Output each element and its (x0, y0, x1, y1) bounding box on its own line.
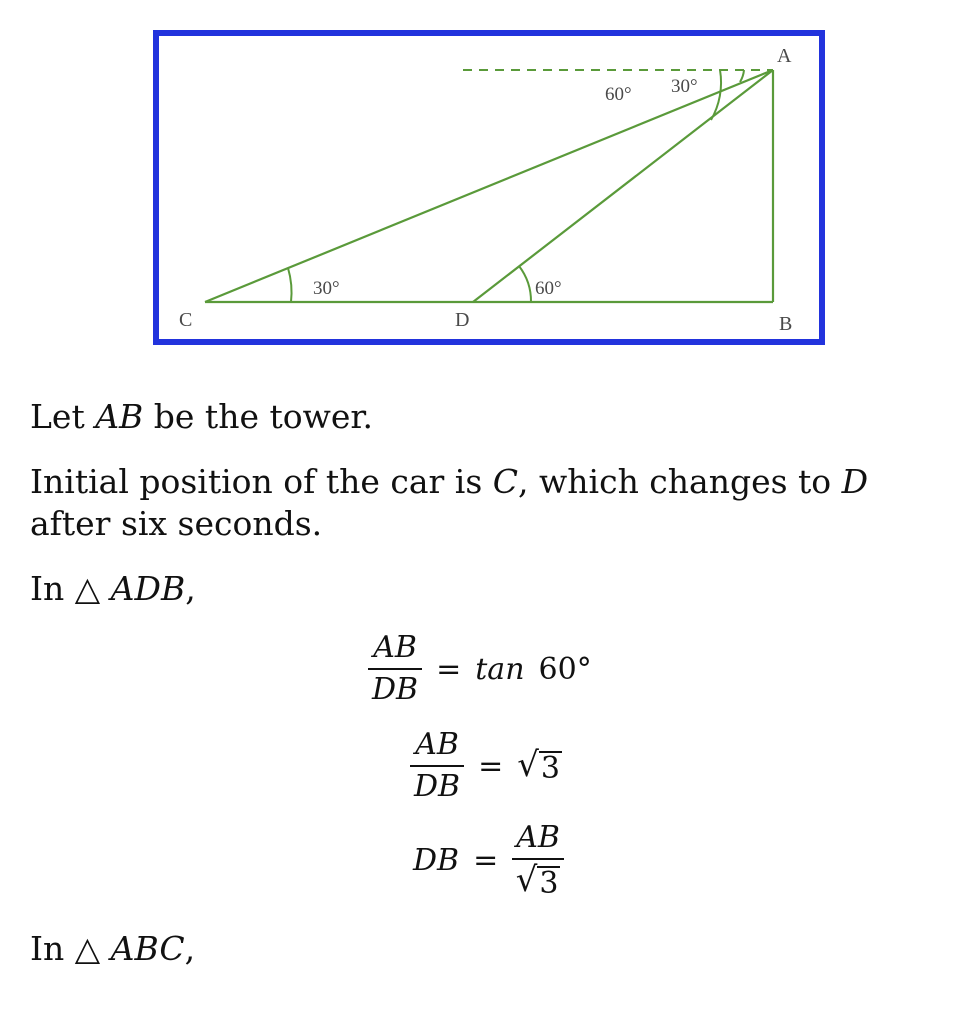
equation-1 (368, 630, 592, 708)
text-line-in-triangle-adb (30, 568, 196, 610)
radicand: 3 (540, 751, 561, 786)
radical-sign: √ (517, 745, 539, 785)
fraction-ab-over-db (410, 727, 464, 805)
text-segment: Initial position of the car is (30, 462, 493, 501)
text-line-in-triangle-abc (30, 928, 195, 970)
text-segment: , (185, 569, 196, 608)
denominator: DB (414, 769, 461, 804)
radical-sign: √ (515, 860, 538, 900)
numerator: AB (373, 630, 417, 665)
numerator: AB (415, 727, 459, 762)
lhs-db: DB (413, 842, 460, 878)
var-adb: ADB (110, 569, 186, 608)
numerator: AB (516, 820, 560, 855)
text-line-tower (30, 396, 373, 438)
triangle-figure (153, 30, 825, 345)
point-label-a: A (777, 45, 792, 67)
text-line-six-seconds (30, 503, 322, 545)
point-label-c: C (179, 309, 193, 331)
angle-label-d: 60° (535, 278, 562, 299)
equation-2 (410, 727, 562, 805)
fraction-bar (368, 668, 422, 670)
text-segment: be the tower. (143, 397, 374, 436)
text-segment: after six seconds. (30, 504, 323, 543)
figure-svg (153, 30, 825, 345)
text-line-initial-position (30, 461, 868, 503)
figure-frame (156, 33, 822, 342)
denominator: DB (372, 672, 419, 707)
equation-3 (413, 820, 564, 900)
fraction-ab-over-db (368, 630, 422, 708)
radicand: 3 (539, 866, 559, 901)
equals-sign: = (478, 748, 504, 784)
text-segment: , (184, 929, 196, 968)
var-abc: ABC (110, 929, 185, 968)
equals-sign: = (473, 842, 499, 878)
angle-label-c: 30° (313, 278, 340, 299)
text-segment: In △ (30, 569, 111, 608)
equals-sign: = (436, 651, 462, 687)
sqrt-three (517, 747, 562, 785)
angle-value: 60° (538, 651, 592, 687)
text-segment: Let (30, 397, 96, 436)
point-label-b: B (779, 313, 793, 335)
tan-function: tan (475, 651, 525, 687)
var-c: C (492, 462, 519, 501)
point-label-d: D (455, 309, 470, 331)
var-ab: AB (95, 397, 144, 436)
angle-label-a-inner: 30° (671, 76, 698, 97)
sqrt-three (516, 862, 561, 900)
text-segment: , which changes to (518, 462, 842, 501)
fraction-ab-over-sqrt3 (512, 820, 564, 900)
text-segment: In △ (30, 929, 111, 968)
var-d: D (841, 462, 869, 501)
fraction-bar (410, 765, 464, 767)
angle-label-a-outer: 60° (605, 84, 632, 105)
